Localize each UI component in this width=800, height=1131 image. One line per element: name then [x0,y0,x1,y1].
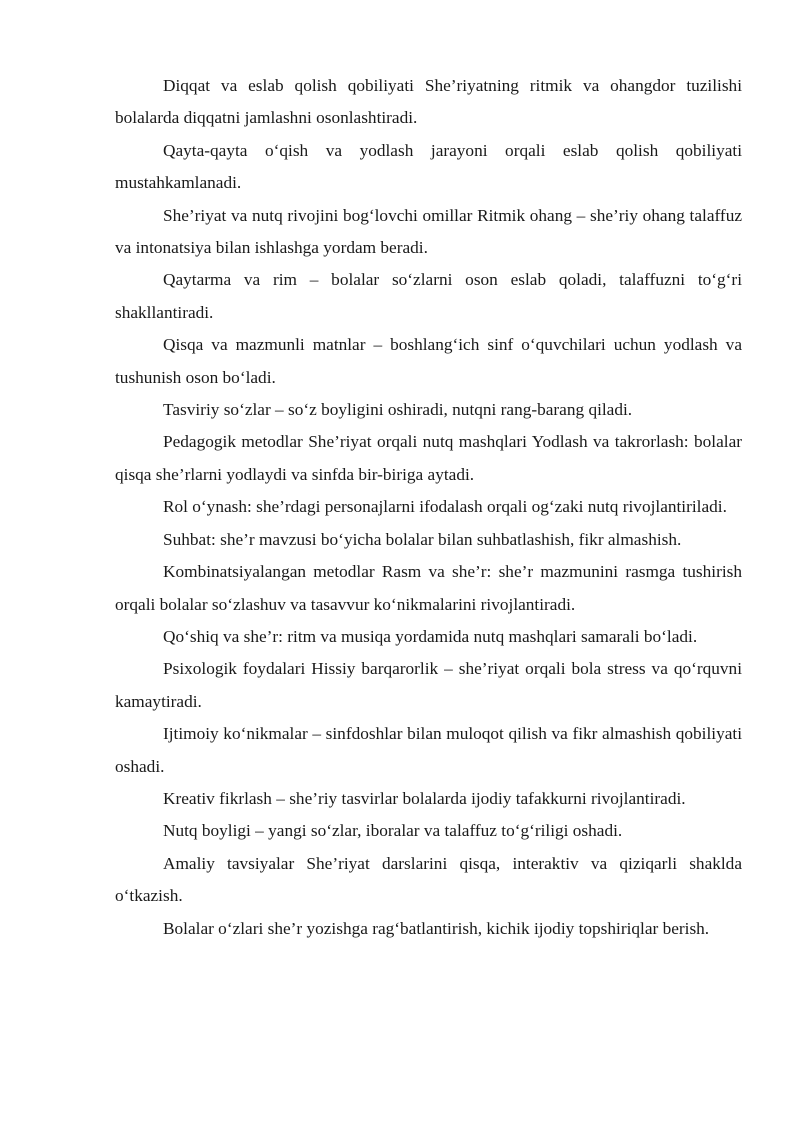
paragraph: Qisqa va mazmunli matnlar – boshlang‘ich sinf o‘quvchilari uchun yodlash va tushunish oson bo‘ladi. [115,335,742,387]
paragraph: Pedagogik metodlar She’riyat orqali nutq mashqlari Yodlash va takrorlash: bolalar qisqa she’rlarni yodlaydi va sinfda bir-biriga aytadi. [115,432,742,484]
paragraph: Bolalar o‘zlari she’r yozishga rag‘batlantirish, kichik ijodiy topshiriqlar berish. [163,918,710,938]
paragraph: Psixologik foydalari Hissiy barqarorlik – she’riyat orqali bola stress va qo‘rquvni kamaytiradi. [115,659,742,711]
paragraph: Qayta-qayta o‘qish va yodlash jarayoni orqali eslab qolish qobiliyati mustahkamlanadi. [115,140,742,193]
paragraph: Qo‘shiq va she’r: ritm va musiqa yordamida nutq mashqlari samarali bo‘ladi. [163,626,698,646]
paragraph: Amaliy tavsiyalar She’riyat darslarini qisqa, interaktiv va qiziqarli shaklda o‘tkazish. [115,853,742,906]
paragraph: Rol o‘ynash: she’rdagi personajlarni ifodalash orqali og‘zaki nutq rivojlantiriladi. [163,497,727,517]
paragraph: Tasviriy so‘zlar – so‘z boyligini oshiradi, nutqni rang-barang qiladi. [163,400,633,420]
paragraph: Kreativ fikrlash – she’riy tasvirlar bolalarda ijodiy tafakkurni rivojlantiradi. [163,788,686,808]
document-page [115,70,742,945]
paragraph: Nutq boyligi – yangi so‘zlar, iboralar va talaffuz to‘g‘riligi oshadi. [163,821,623,841]
paragraph: She’riyat va nutq rivojini bog‘lovchi omillar Ritmik ohang – she’riy ohang talaffuz va intonatsiya bilan ishlashga yordam beradi. [115,205,742,258]
paragraph: Diqqat va eslab qolish qobiliyati She’riyatning ritmik va ohangdor tuzilishi bolalarda diqqatni jamlashni osonlashtiradi. [115,76,742,128]
paragraph: Ijtimoiy ko‘nikmalar – sinfdoshlar bilan muloqot qilish va fikr almashish qobiliyati oshadi. [115,724,742,776]
paragraph: Qaytarma va rim – bolalar so‘zlarni oson eslab qoladi, talaffuzni to‘g‘ri shakllantiradi. [115,270,742,322]
paragraph: Suhbat: she’r mavzusi bo‘yicha bolalar bilan suhbatlashish, fikr almashish. [163,529,682,549]
paragraph: Kombinatsiyalangan metodlar Rasm va she’r: she’r mazmunini rasmga tushirish orqali bolalar so‘zlashuv va tasavvur ko‘nikmalarini rivojlantiradi. [115,562,742,614]
